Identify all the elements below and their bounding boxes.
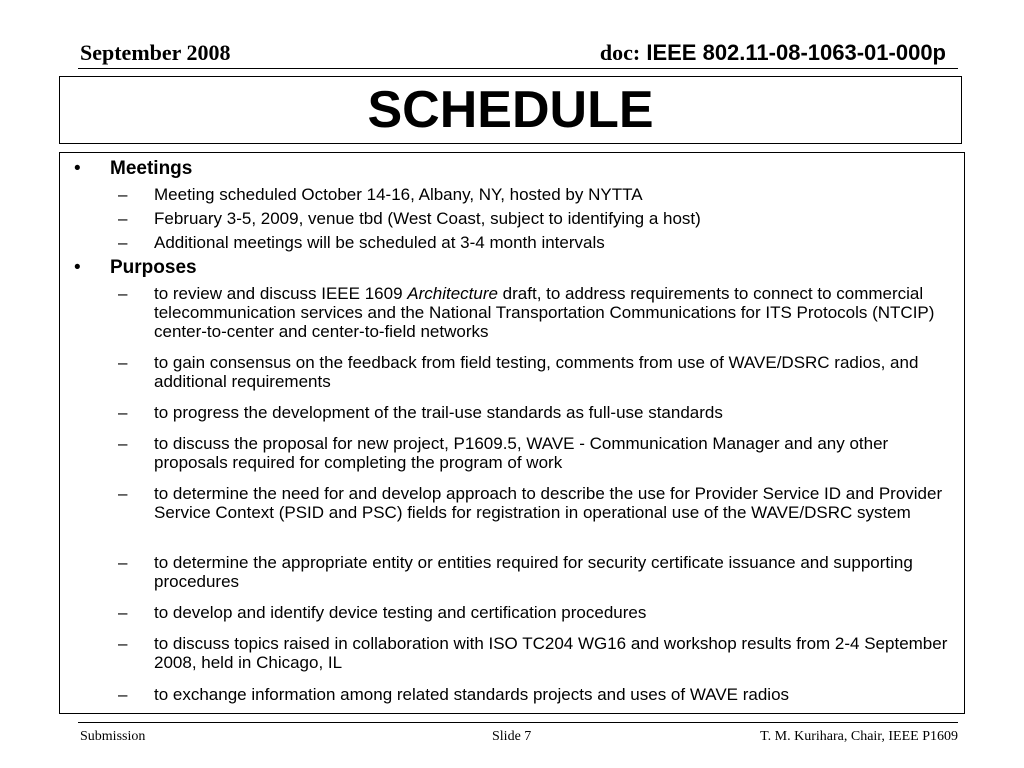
dash: – [118, 685, 128, 704]
list-item [118, 484, 948, 522]
header-rule [78, 68, 958, 69]
list-item [118, 553, 948, 591]
item-text: February 3-5, 2009, venue tbd (West Coast, subject to identifying a host) [154, 209, 701, 228]
title-box [59, 76, 962, 144]
doc-number: IEEE 802.11-08-1063-01-000p [646, 40, 946, 65]
list-item [118, 685, 948, 704]
item-text: Meeting scheduled October 14-16, Albany, NY, hosted by NYTTA [154, 185, 643, 204]
item-text: Additional meetings will be scheduled at 3-4 month intervals [154, 233, 605, 252]
header-date: September 2008 [80, 40, 231, 65]
footer-submission: Submission [80, 729, 146, 744]
slide-title: SCHEDULE [367, 81, 654, 139]
dash: – [118, 434, 128, 453]
item-text: to discuss the proposal for new project, P1609.5, WAVE - Communication Manager and any other proposals required for completing the program of work [154, 434, 889, 472]
list-item [118, 209, 948, 228]
content-box [59, 152, 965, 714]
item-text: to determine the need for and develop approach to describe the use for Provider Service ID and Provider Service Context (PSID and PSC) fields for registration in operational use of the WAVE/DSRC system [154, 484, 943, 522]
dash: – [118, 634, 128, 653]
bullet-meetings: • [74, 158, 81, 179]
heading-meetings: Meetings [110, 158, 193, 179]
list-item [118, 403, 948, 422]
doc-label: doc: [599, 40, 641, 65]
item-text: to progress the development of the trail-use standards as full-use standards [154, 403, 723, 422]
list-item [118, 284, 948, 341]
item-text-pre: to review and discuss IEEE 1609 [154, 284, 408, 303]
dash: – [118, 603, 128, 622]
dash: – [118, 284, 128, 303]
item-text: to develop and identify device testing and certification procedures [154, 603, 647, 622]
bullet-purposes: • [74, 257, 81, 278]
list-item [118, 603, 948, 622]
dash: – [118, 233, 128, 252]
item-text: to determine the appropriate entity or entities required for security certificate issuance and supporting procedures [154, 553, 913, 591]
item-text-emph: Architecture [407, 284, 498, 303]
item-text: to exchange information among related standards projects and uses of WAVE radios [154, 685, 790, 704]
header-doc [600, 40, 946, 66]
item-text: to gain consensus on the feedback from field testing, comments from use of WAVE/DSRC radios, and additional requirements [154, 353, 919, 391]
heading-purposes: Purposes [110, 257, 197, 278]
dash: – [118, 484, 128, 503]
dash: – [118, 553, 128, 572]
footer-rule [78, 722, 958, 723]
footer-slide-number: Slide 7 [492, 729, 532, 744]
dash: – [118, 209, 128, 228]
item-text: to discuss topics raised in collaboration with ISO TC204 WG16 and workshop results from 2-4 September 2008, held in Chicago, IL [154, 634, 948, 672]
footer-author: T. M. Kurihara, Chair, IEEE P1609 [760, 729, 958, 744]
list-item [118, 434, 948, 472]
list-item [118, 634, 948, 672]
list-item [118, 233, 948, 252]
dash: – [118, 353, 128, 372]
dash: – [118, 185, 128, 204]
list-item [118, 185, 948, 204]
dash: – [118, 403, 128, 422]
item-text-post: draft, to address requirements to connect to commercial telecommunication services and the National Transportation Communications for ITS Protocols (NTCIP) center-to-center and center-to-field networks [154, 284, 935, 341]
list-item [118, 353, 948, 391]
item-text [154, 284, 948, 341]
